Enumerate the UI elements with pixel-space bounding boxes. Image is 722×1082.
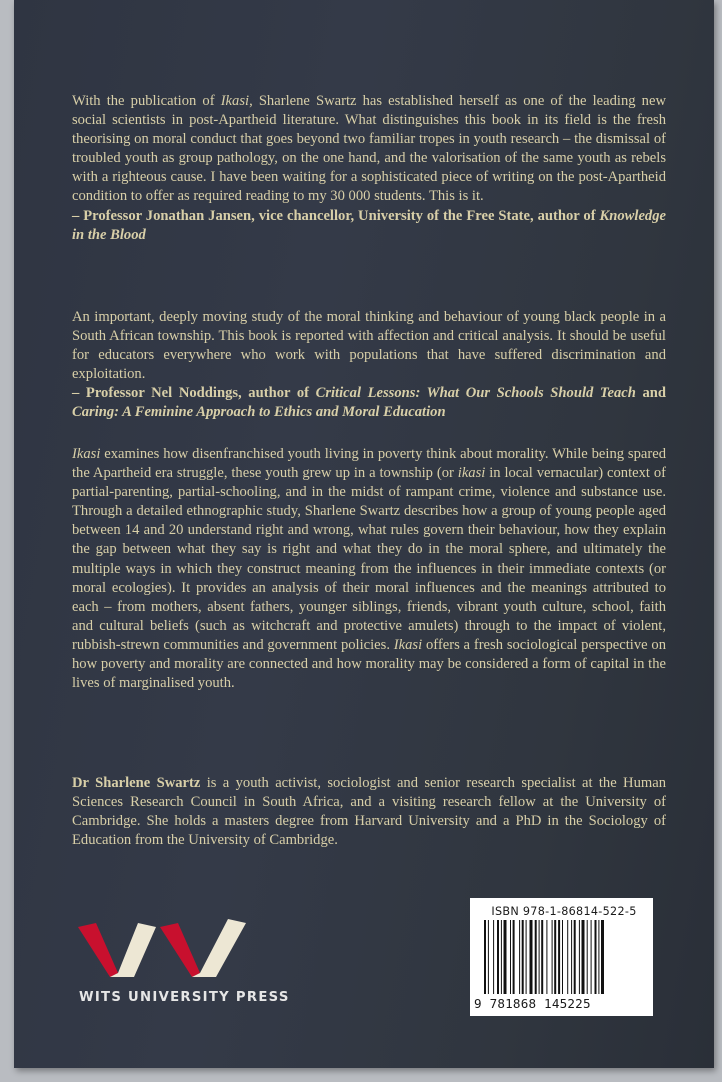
book-description [72,445,666,693]
barcode-bar [601,920,604,994]
publisher-name: WITS UNIVERSITY PRESS [79,990,290,1005]
attribution-work: Knowledge in the Blood [72,207,666,243]
barcode-bar [582,920,585,994]
barcode-bar [552,920,553,994]
barcode-bar [571,920,572,994]
barcode-bar [595,920,597,994]
barcode-bar [513,920,515,994]
quote-attribution: – Professor Nel Noddings, author of Critical Lessons: What Our Schools Should Teach and Caring: A Feminine Approach to Ethics and Moral Education [72,385,666,421]
barcode-bars [484,920,640,994]
barcode-bar [493,920,494,994]
wits-press-logo-icon [78,915,278,985]
barcode-bar [558,920,560,994]
book-title: Ikasi [220,93,250,109]
barcode-bar [546,920,547,994]
barcode-bar [567,920,568,994]
book-back-cover [14,0,714,1068]
isbn-barcode [470,898,653,1016]
barcode-bar [484,920,486,994]
barcode-bar [535,920,537,994]
endorsement-quote-noddings [72,308,666,423]
barcode-bar [497,920,499,994]
barcode-bar [541,920,543,994]
logo-stroke-red-2 [160,923,200,977]
barcode-bar [510,920,511,994]
barcode-bar [598,920,599,994]
author-bio: Dr Sharlene Swartz is a youth activist, sociologist and senior research specialist at the Human Sciences Research Council in South Africa, and a visiting research fellow at the University of Cambridge. She holds a masters degree from Harvard University and a PhD in the Sociology of Education from the University of Cambridge. [72,775,667,849]
barcode-bar [519,920,520,994]
endorsement-quote-jansen [72,92,666,245]
barcode-bar [591,920,592,994]
barcode-digits: 9 781868 145225 [474,996,591,1011]
barcode-bar [562,920,563,994]
barcode-bar [579,920,580,994]
barcode-bar [504,920,507,994]
barcode-bar [587,920,588,994]
quote-attribution: – Professor Jonathan Jansen, vice chancellor, University of the Free State, author of Knowledge in the Blood [72,207,666,243]
barcode-bar [554,920,556,994]
barcode-bar [526,920,527,994]
barcode-bar [574,920,576,994]
barcode-bar [522,920,524,994]
isbn-label: ISBN 978-1-86814-522-5 [491,905,637,918]
barcode-bar [488,920,489,994]
logo-stroke-cream-2 [192,919,246,977]
barcode-bar [539,920,540,994]
barcode-bar [530,920,533,994]
logo-stroke-cream-1 [110,923,156,977]
barcode-bar [501,920,502,994]
description-text: Ikasi examines how disenfranchised youth living in poverty think about morality. While being spared the Apartheid era struggle, these youth grew up in a township (or ikasi in local vernacular) context of partial-parenting, partial-schooling, and in the midst of rampant crime, violence and substance use. Through a detailed ethnographic study, Sharlene Swartz describes how a group of young people aged between 14 and 20 understand right and wrong, what rules govern their behaviour, how they explain the gap between what they say is right and what they do in the moral sphere, and ultimately the multiple ways in which they construct meaning from the influences in their immediate contexts (or moral ecologies). It provides an analysis of their moral influences and the meanings attributed to each – from mothers, absent fathers, younger siblings, friends, vibrant youth culture, school, faith and cultural beliefs (such as witchcraft and protective amulets) through to the impact of violent, rubbish-strewn communities and government policies. Ikasi offers a fresh sociological perspective on how poverty and morality are connected and how morality may be considered a form of capital in the lives of marginalised youth. [72,446,666,692]
logo-stroke-red-1 [78,923,118,977]
quote-text: With the publication of Ikasi, Sharlene Swartz has established herself as one of the leading new social scientists in post-Apartheid literature. What distinguishes this book in its field is the fresh theorising on moral conduct that goes beyond two familiar tropes in youth research – the dismissal of troubled youth as group pathology, on the one hand, and the valorisation of the same youth as rebels with a righteous cause. I have been waiting for a sophisticated piece of writing on the post-Apartheid condition to offer as required reading to my 30 000 students. This is it. [72,93,666,205]
author-name: Dr Sharlene Swartz [72,775,201,791]
quote-text: An important, deeply moving study of the moral thinking and behaviour of young black people in a South African township. This book is reported with affection and critical analysis. It should be useful for educators everywhere who work with populations that have suffered discrimination and exploitation. [72,309,666,383]
